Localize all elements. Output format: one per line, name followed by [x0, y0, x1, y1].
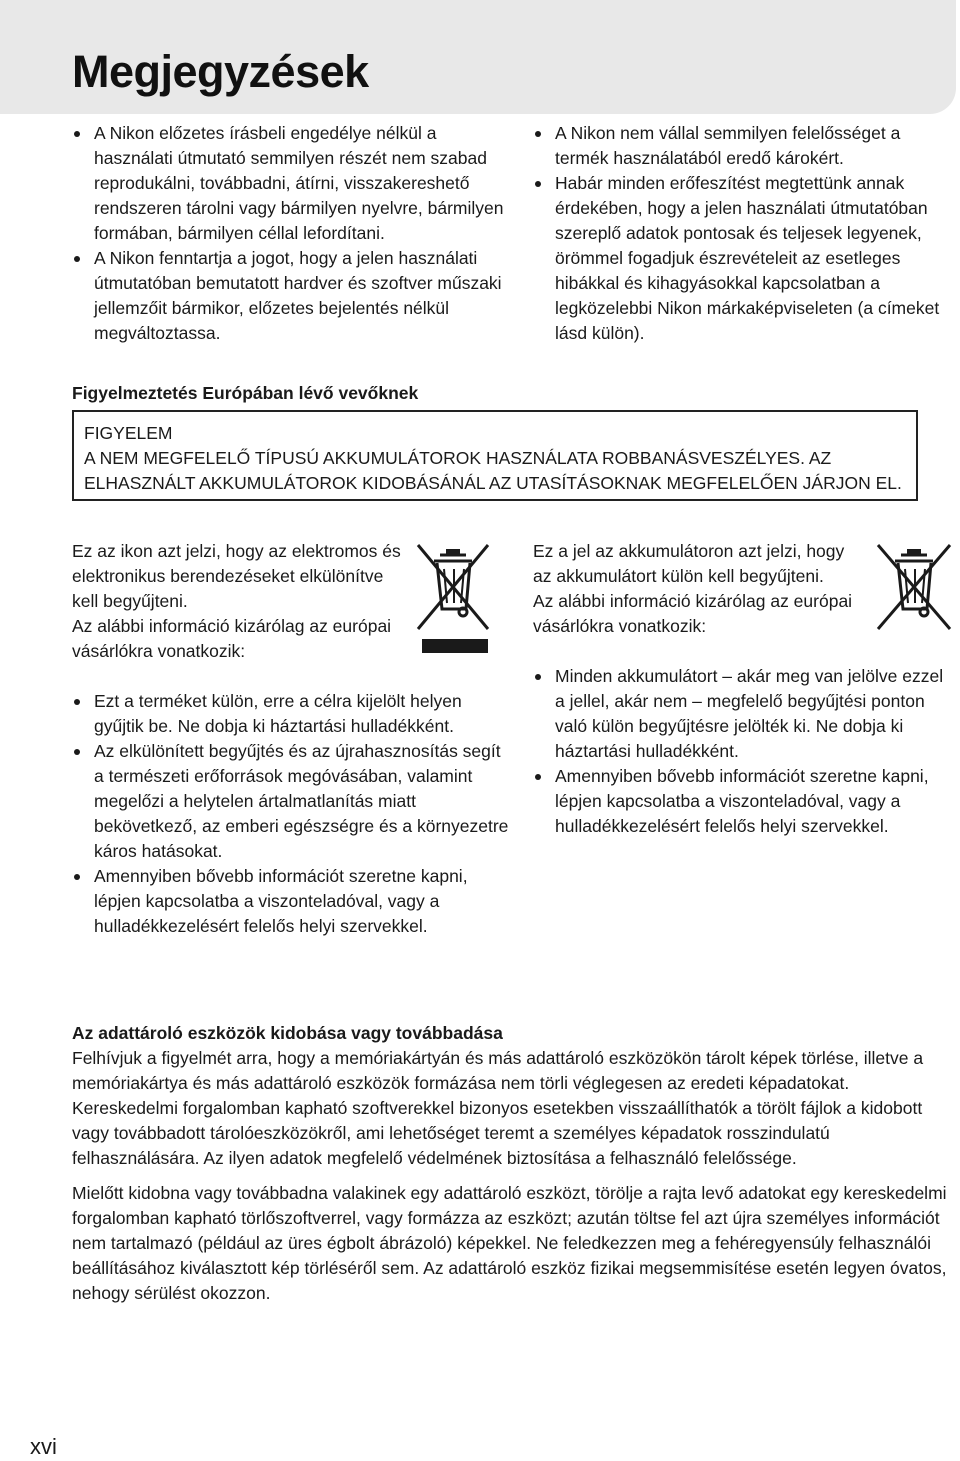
weee-item: Amennyiben bővebb információt szeretne kapni, lépjen kapcsolatba a viszonteladóval, vagy a hulladékkezelésért felelős helyi szervekkel.	[72, 864, 512, 939]
page-title: Megjegyzések	[72, 46, 369, 97]
weee-item: Ezt a terméket külön, erre a célra kijelölt helyen gyűjtik be. Ne dobja ki háztartási hulladékként.	[72, 689, 512, 739]
weee-applies: Az alábbi információ kizárólag az európai vásárlókra vonatkozik:	[72, 616, 392, 661]
notices-right-column	[533, 121, 948, 346]
notices-left-column	[72, 121, 512, 346]
battery-item: Minden akkumulátort – akár meg van jelölve ezzel a jellel, akár nem – megfelelő begyűjtési ponton való külön begyűjtésre jelölték ki. Ne dobja ki háztartási hulladékként.	[533, 664, 953, 764]
weee-item: Az elkülönített begyűjtés és az újrahasznosítás segít a természeti erőforrások megóvásában, valamint megelőzi a helytelen ártalmatlanítás miatt bekövetkező, az emberi egészségre és a környezetre káros hatásokat.	[72, 739, 512, 864]
warning-title: FIGYELEM	[84, 423, 173, 443]
storage-body	[72, 1046, 952, 1306]
europe-heading: Figyelmeztetés Európában lévő vevőknek	[72, 383, 419, 403]
battery-list-block	[533, 664, 953, 839]
warning-box	[72, 410, 918, 501]
battery-item: Amennyiben bővebb információt szeretne kapni, lépjen kapcsolatba a viszonteladóval, vagy a hulladékkezelésért felelős helyi szervekkel.	[533, 764, 953, 839]
crossed-out-wheelie-bin-with-bar-icon	[414, 541, 492, 657]
battery-intro-block	[533, 539, 863, 639]
notice-item: Habár minden erőfeszítést megtettünk annak érdekében, hogy a jelen használati útmutatóban szereplő adatok pontosak és teljesek legyenek, örömmel fogadjuk észrevételeit az esetleges hibákkal és kihagyásokkal kapcsolatban a legközelebbi Nikon márkaképviseleten (a címeket lásd külön).	[533, 171, 948, 346]
storage-paragraph-1: Felhívjuk a figyelmét arra, hogy a memóriakártyán és más adattároló eszközökön tárolt képek törlése, illetve a memóriakártya és más adattároló eszközök formázása nem törli véglegesen az eredeti képadatokat. Kereskedelmi forgalomban kapható szoftverekkel bizonyos esetekben visszaállíthatók a törölt fájlok a kidobott vagy továbbadott tárolóeszközökről, ami lehetőséget teremt a személyes képadatok rosszindulatú felhasználására. Az ilyen adatok megfelelő védelmének biztosítása a felhasználó felelőssége.	[72, 1048, 924, 1168]
battery-applies: Az alábbi információ kizárólag az európai vásárlókra vonatkozik:	[533, 591, 853, 636]
storage-heading: Az adattároló eszközök kidobása vagy továbbadása	[72, 1023, 503, 1043]
notice-item: A Nikon nem vállal semmilyen felelősséget a termék használatából eredő károkért.	[533, 121, 948, 171]
weee-list-block	[72, 689, 512, 939]
crossed-out-wheelie-bin-icon	[874, 541, 954, 633]
weee-intro-block	[72, 539, 402, 664]
warning-text: A NEM MEGFELELŐ TÍPUSÚ AKKUMULÁTOROK HASZNÁLATA ROBBANÁSVESZÉLYES. AZ ELHASZNÁLT AKKUMULÁTOROK KIDOBÁSÁNÁL AZ UTASÍTÁSOKNAK MEGFELELŐEN JÁRJON EL.	[84, 448, 902, 493]
page-number: xvi	[30, 1434, 57, 1459]
storage-paragraph-2: Mielőtt kidobna vagy továbbadna valakinek egy adattároló eszközt, törölje a rajta levő adatokat egy kereskedelmi forgalomban kapható törlőszoftverrel, vagy formázza az eszközt; azután töltse fel azt újra személyes információt nem tartalmazó (például az üres égbolt ábrázoló) képekkel. Ne feledkezzen meg a fehéregyensúly felhasználói beállításához kiválasztott kép törléséről sem. Az adattároló eszköz fizikai megsemmisítése esetén legyen óvatos, nehogy sérülést okozzon.	[72, 1183, 947, 1303]
weee-intro: Ez az ikon azt jelzi, hogy az elektromos és elektronikus berendezéseket elkülönítve kell begyűjteni.	[72, 541, 401, 611]
notice-item: A Nikon előzetes írásbeli engedélye nélkül a használati útmutató semmilyen részét nem szabad reprodukálni, továbbadni, átírni, visszakereshető rendszeren tárolni vagy bármilyen nyelvre, bármilyen formában, bármilyen céllal lefordítani.	[72, 121, 512, 246]
notice-item: A Nikon fenntartja a jogot, hogy a jelen használati útmutatóban bemutatott hardver és szoftver műszaki jellemzőit bármikor, előzetes bejelentés nélkül megváltoztassa.	[72, 246, 512, 346]
battery-intro: Ez a jel az akkumulátoron azt jelzi, hogy az akkumulátort külön kell begyűjteni.	[533, 541, 845, 586]
